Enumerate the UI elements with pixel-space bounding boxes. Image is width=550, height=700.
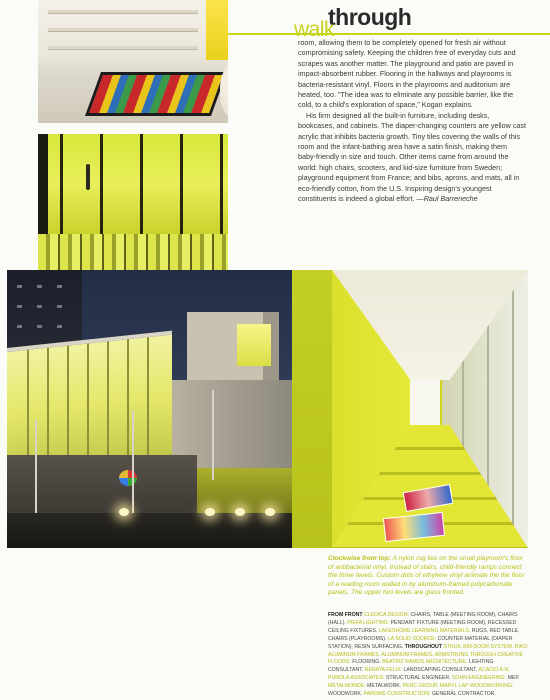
tree [35,420,37,515]
window-mullion [220,134,223,234]
cantilevered-box [187,312,279,384]
credits-block [328,612,528,699]
credit-firm: ACACIO A.N. PUROLA ASSOCIATES: [328,667,510,682]
ground-light [265,508,275,516]
window-mullion [60,134,63,234]
yellow-interior-photo [292,270,528,548]
credit-firm: ARMSTRONG THROUGH CREATIVE FLOORS: [328,651,523,666]
window-mullion [140,134,143,234]
yellow-glass-wall [48,134,228,234]
shelf [48,46,198,50]
credit-firm: RENATA FELIX: [364,667,404,674]
window-mullion [180,134,183,234]
section-title-walk: walk [294,18,335,41]
byline: —Raul Barreneche [416,194,478,204]
building-exterior-photo [7,270,292,548]
header-rule [228,33,550,35]
credit-firm: STRUIL BIN-DOOR SYSTEM. RIKO ALUMINUM FRAMES. ALUMINUM FRAMES. [328,643,528,658]
sidewalk [7,513,292,548]
shelf [48,10,198,14]
credit-item: GENERAL CONTRACTOR. [431,691,496,698]
striped-floor [38,234,228,270]
credit-item: CHAIRS, TABLE (MEETING ROOM), CHAIRS (HALL). [328,612,518,626]
credit-item: COUNTER MATERIAL (DIAPER STATION), RESIN SURFACING. [328,635,513,650]
credit-firm: PERC GROUP, MARYL LAP WOODWORKING: [402,683,514,690]
ground-light [205,508,215,516]
credit-item: WOODWORK. [328,691,364,698]
shelf [48,28,198,32]
credit-firm: SOHN ENGINEERING: [451,675,508,682]
credit-item: STRUCTURAL ENGINEER. [385,675,452,682]
credit-firm: METALMONDE: [328,683,368,690]
tree [212,390,214,480]
caption-lead: Clockwise from top: [328,555,392,562]
tree [132,410,134,515]
corridor-end [410,380,440,425]
credit-item: RUGS, RED TABLE, CHAIRS (PLAYROOMS). [328,627,520,642]
credit-item: FLOORING. [352,659,383,666]
credit-firm: LAKESHORE LEARNING MATERIALS: [378,627,472,634]
credit-firm: LA SOLID SOURCE: [387,635,438,642]
corridor-photo [38,134,228,270]
photo-caption [328,555,526,598]
paragraph: room, allowing them to be completely opened for fresh air without compromising safety. Keeping the children free of everyday cuts and scrapes was another matter. The playground and patio are paved in impact-absorbent rubber. Flooring in the hallways and playrooms is bacteria-resistant vinyl. Floors in the playrooms and auditorium are heated, too. "The idea was to eliminate any possible barrier, like the cold, to a child's exploration of space," Kogan explains. [298,38,516,110]
credit-firm: CLEDICA DESIGN: [364,612,411,618]
caption-text: A nylon rug lies on the small playroom's floor of antibacterial vinyl. Instead of stairs, child-friendly ramps connect the three levels. Custom dots of ethylene vinyl animate the the floor of a reading room walled in by aluminum-framed polycarbonate panels. The upper two levels are glass fronted. [328,555,525,597]
credit-item: MEP. [507,675,520,682]
colorful-rug [85,72,227,116]
box-window [237,324,271,366]
credit-item: PENDANT FIXTURE (MEETING ROOM), RECESSED CEILING FIXTURES. [328,619,517,634]
credit-firm: BEATRIZ RAMOS ARCHITECTURE: [382,659,469,666]
person-silhouette [86,164,90,190]
credit-item: LIGHTING CONSULTANT. [328,659,494,674]
playroom-photo [38,0,228,123]
window-mullion [100,134,103,234]
section-title-through: through [328,4,412,30]
glass-facade [7,331,172,472]
credit-firm: PAROME CONSTRUCTION: [363,691,432,698]
yellow-window [206,0,228,60]
article-body [298,38,526,205]
ground-light [119,508,129,516]
paragraph-text: His firm designed all the built-in furniture, including desks, bookcases, and cabinets. The diaper-changing counters are yellow cast acrylic that inhibits bacteria growth. Tiny tiles covering the walls of this room and the infant-bathing area have a satin finish, making them baby-friendly in size and touch. Other items came from around the world: high chairs, scooters, and kid-size furniture from Sweden; playground equipment from France; and bibs, aprons, and mats, all in eco-friendly cotton, from the U.S. Inspiring design's youngest constituents is indeed a global effort. [298,110,527,204]
paragraph [298,111,526,205]
stuffed-animal [220,60,228,120]
credits-label: THROUGHOUT [404,643,444,650]
credit-item: LANDSCAPING CONSULTANT. [403,667,479,674]
credit-firm: PIEFA LIGHTING: [347,619,391,626]
credits-label: FROM FRONT [328,612,365,618]
credit-item: METALWORK. [367,683,403,690]
logo-sign [119,470,137,486]
ground-light [235,508,245,516]
yellow-wall [292,270,332,548]
